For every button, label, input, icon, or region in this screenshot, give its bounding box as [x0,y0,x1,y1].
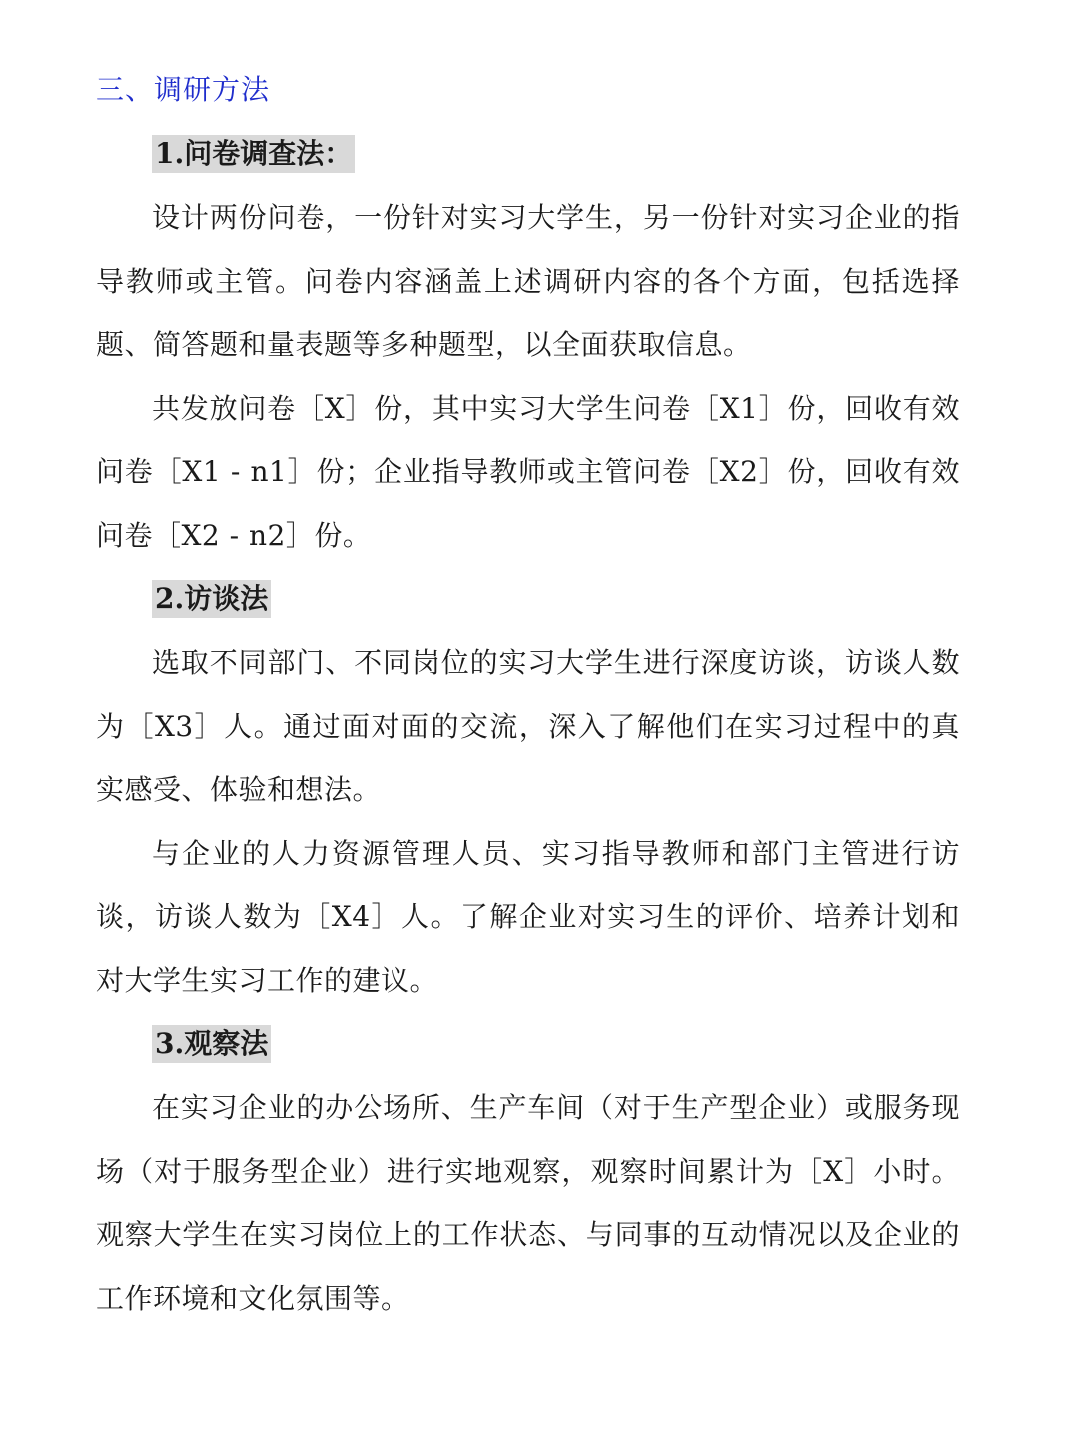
method-questionnaire [96,122,960,567]
method-heading-text: 2.访谈法 [152,580,271,618]
paragraph: 共发放问卷［X］份，其中实习大学生问卷［X1］份，回收有效问卷［X1 - n1］份；企业指导教师或主管问卷［X2］份，回收有效问卷［X2 - n2］份。 [96,391,960,552]
method-heading [96,567,960,631]
method-interview [96,567,960,1012]
paragraph: 选取不同部门、不同岗位的实习大学生进行深度访谈，访谈人数为［X3］人。通过面对面的交流，深入了解他们在实习过程中的真实感受、体验和想法。 [96,646,960,806]
method-heading [96,1012,960,1076]
method-heading [96,122,960,186]
section-title: 三、调研方法 [96,73,271,106]
method-heading-text: 3.观察法 [152,1025,271,1063]
paragraph: 设计两份问卷，一份针对实习大学生，另一份针对实习企业的指导教师或主管。问卷内容涵盖上述调研内容的各个方面，包括选择题、简答题和量表题等多种题型，以全面获取信息。 [96,201,960,361]
paragraph: 在实习企业的办公场所、生产车间（对于生产型企业）或服务现场（对于服务型企业）进行实地观察，观察时间累计为［X］小时。观察大学生在实习岗位上的工作状态、与同事的互动情况以及企业的工作环境和文化氛围等。 [96,1091,960,1315]
paragraph: 与企业的人力资源管理人员、实习指导教师和部门主管进行访谈，访谈人数为［X4］人。了解企业对实习生的评价、培养计划和对大学生实习工作的建议。 [96,836,960,997]
method-heading-text: 1.问卷调查法： [152,135,355,173]
method-observation [96,1012,960,1330]
